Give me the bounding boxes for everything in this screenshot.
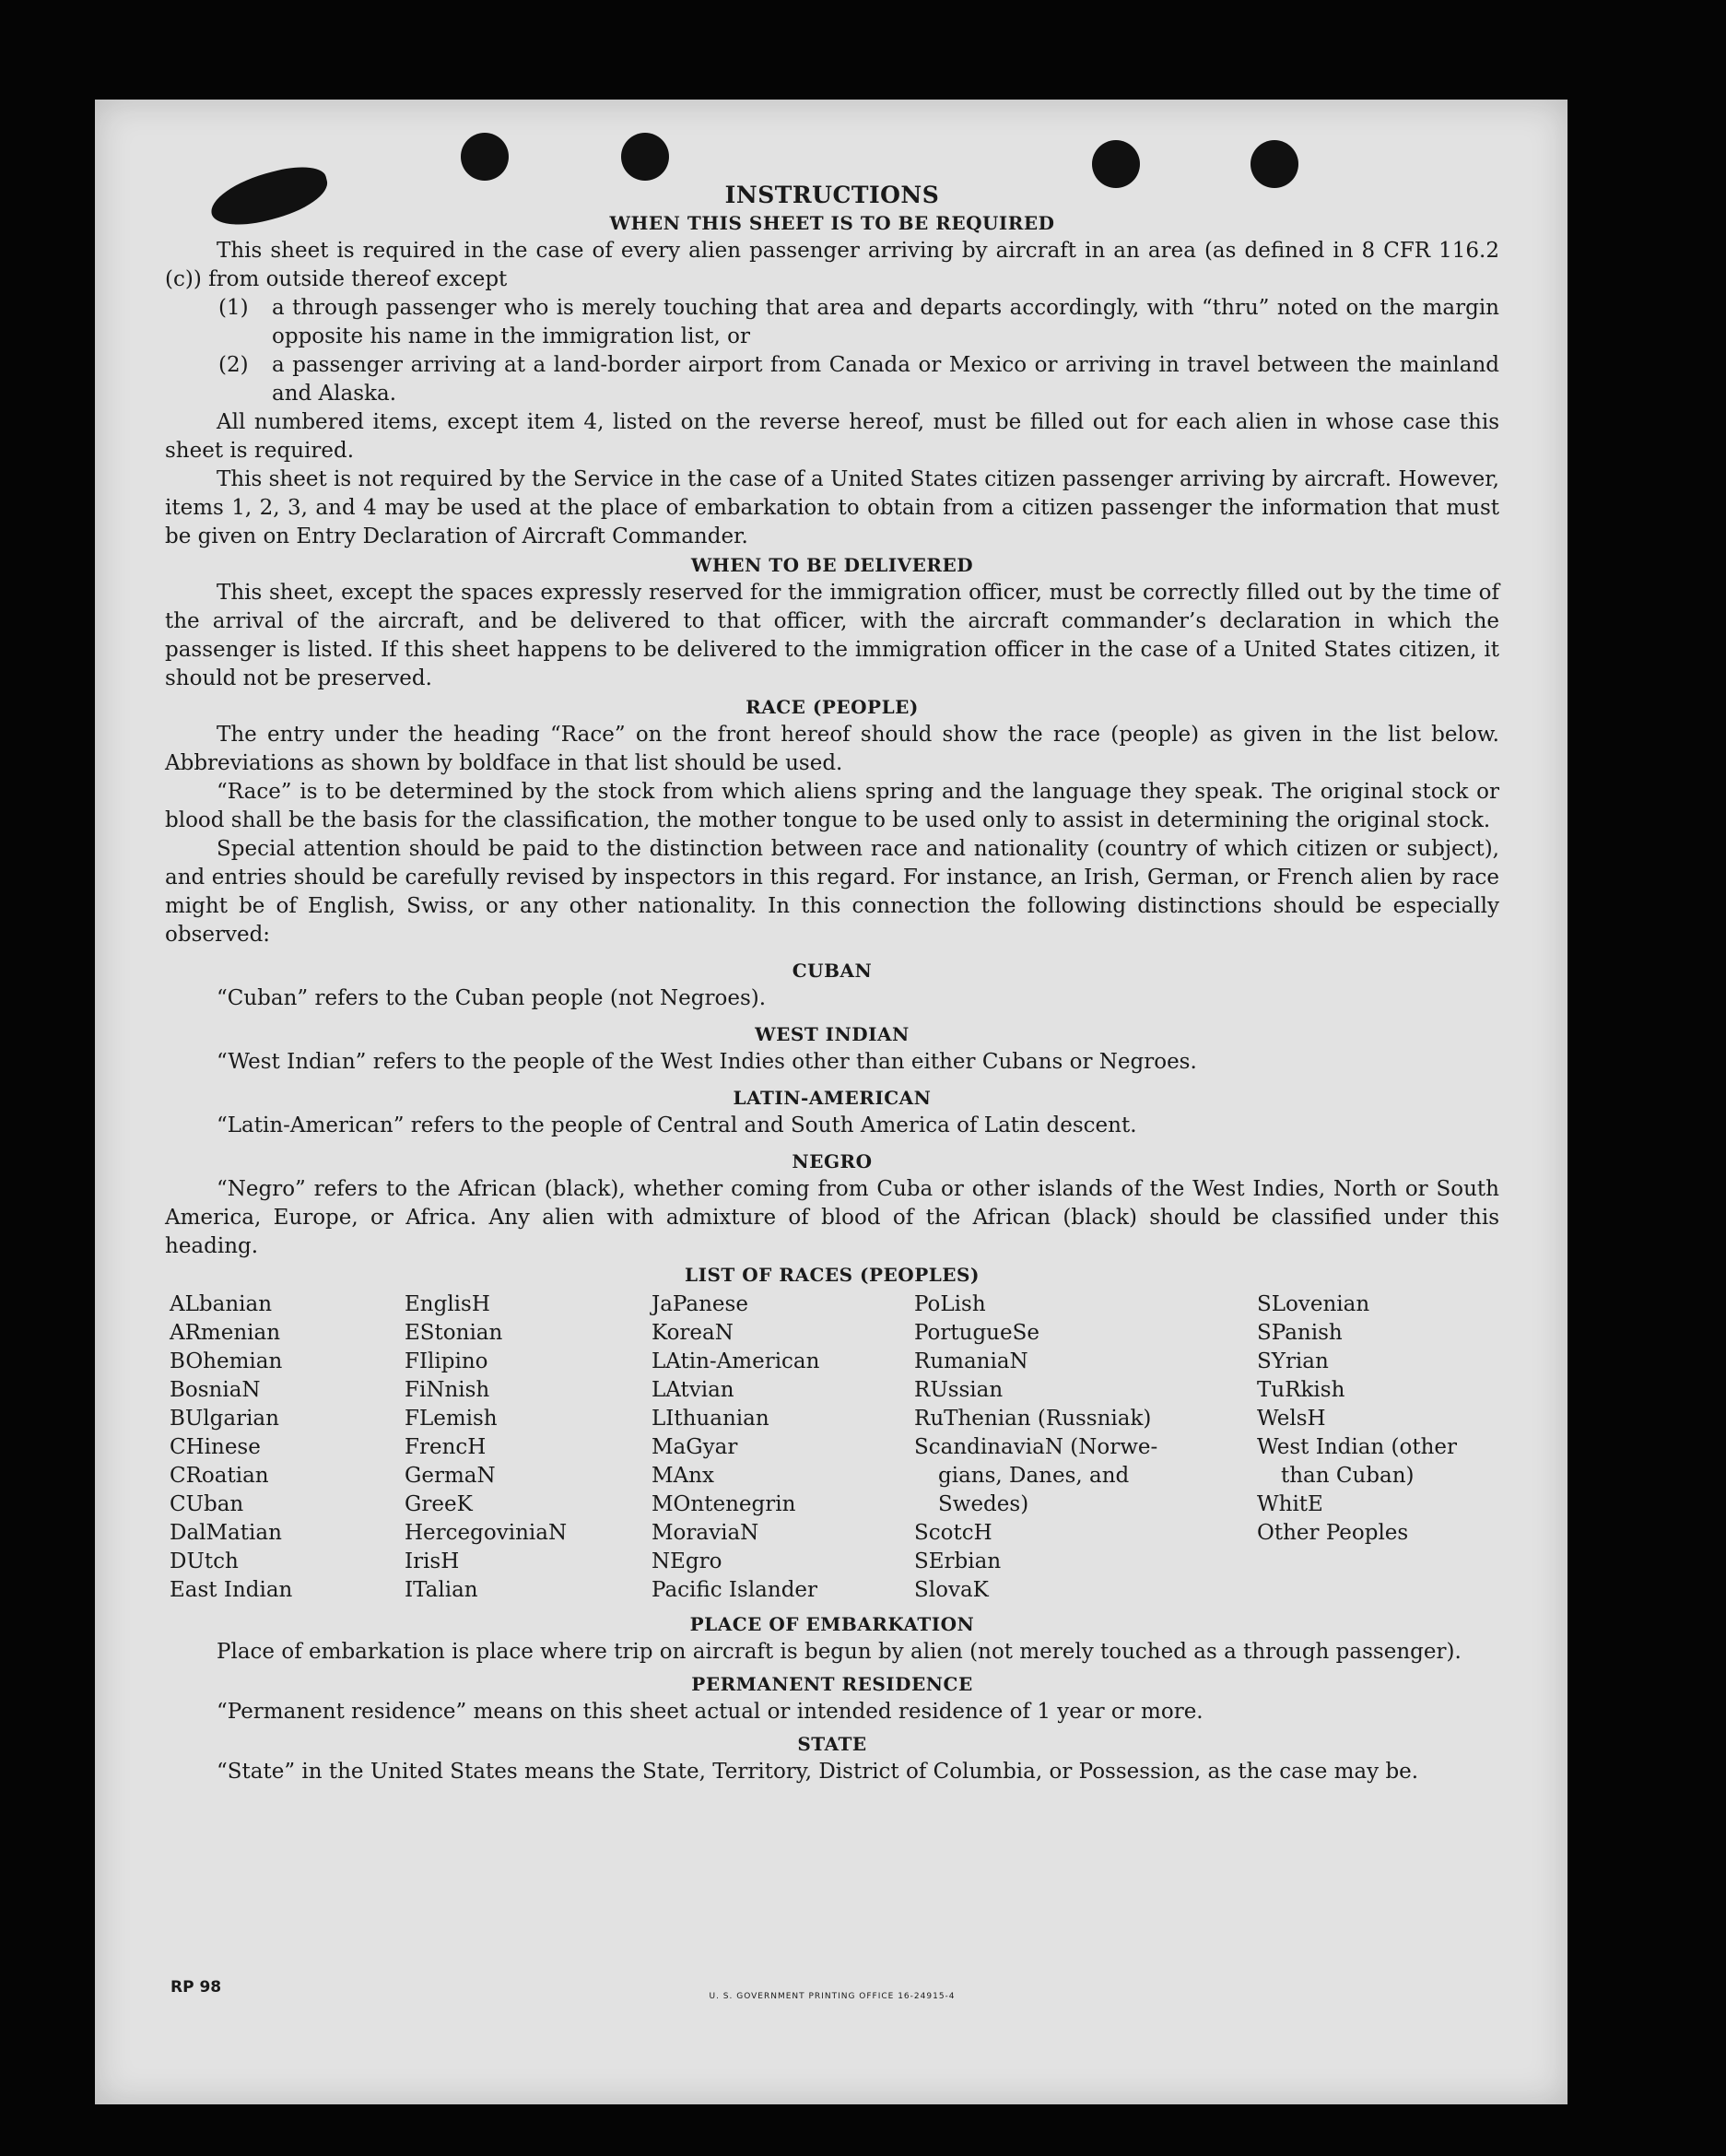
race-entry: CHinese	[170, 1435, 261, 1459]
race-entry: RumaniaN	[914, 1349, 1028, 1373]
race-entry: PortugueSe	[914, 1321, 1039, 1345]
paragraph: Special attention should be paid to the distinction between race and nationality (country of which citizen or subject), and entries should be carefully revised by inspectors in this regard. For instance, an Irish, German, or French alien by race might be of English, Swiss, or any other nationality. In this connection the following distinctions should be especially observed:	[165, 837, 1499, 947]
race-entry: BUlgarian	[170, 1407, 279, 1431]
item-number: (2)	[218, 353, 249, 377]
race-entry: GermaN	[405, 1464, 496, 1488]
race-entry: RUssian	[914, 1378, 1004, 1402]
item-text: a passenger arriving at a land-border airport from Canada or Mexico or arriving in travel between the mainland and Alaska.	[272, 353, 1499, 406]
race-entry: gians, Danes, and	[938, 1464, 1130, 1488]
race-entry: TuRkish	[1257, 1378, 1345, 1402]
race-entry: ScotcH	[914, 1521, 992, 1545]
race-entry: PoLish	[914, 1292, 986, 1316]
list-item	[218, 351, 1499, 408]
race-entry: MaGyar	[652, 1435, 738, 1459]
race-entry: WhitE	[1257, 1492, 1323, 1516]
page-title: INSTRUCTIONS	[724, 182, 940, 208]
section-heading: LATIN-AMERICAN	[733, 1087, 932, 1109]
paragraph: “Race” is to be determined by the stock from which aliens spring and the language they speak. The original stock or blood shall be the basis for the classification, the mother tongue to be used only to assist in determining the original stock.	[165, 780, 1499, 832]
section-heading: STATE	[797, 1733, 867, 1755]
item-text: a through passenger who is merely touching that area and departs accordingly, with “thru” noted on the margin opposite his name in the immigration list, or	[272, 296, 1499, 348]
race-entry: FIlipino	[405, 1349, 488, 1373]
section-heading: WHEN THIS SHEET IS TO BE REQUIRED	[609, 212, 1055, 234]
race-entry: RuThenian (Russniak)	[914, 1407, 1152, 1431]
race-entry: MoraviaN	[652, 1521, 759, 1545]
paragraph: “Cuban” refers to the Cuban people (not Negroes).	[217, 986, 767, 1010]
paragraph: This sheet is required in the case of every alien passenger arriving by aircraft in an area (as defined in 8 CFR 116.2 (c)) from outside thereof except	[165, 239, 1499, 291]
race-entry: JaPanese	[652, 1292, 748, 1316]
race-entry: West Indian (other	[1257, 1435, 1458, 1459]
race-list	[170, 1290, 1499, 1605]
paragraph: “Permanent residence” means on this sheet actual or intended residence of 1 year or more.	[217, 1700, 1204, 1724]
section-heading: PLACE OF EMBARKATION	[689, 1613, 975, 1635]
race-entry: ALbanian	[170, 1292, 273, 1316]
race-column	[1257, 1290, 1504, 1605]
race-entry: ITalian	[405, 1578, 478, 1602]
paragraph: This sheet, except the spaces expressly reserved for the immigration officer, must be correctly filled out by the time of the arrival of the aircraft, and be delivered to that officer, with the aircraft commander’s declaration in which the passenger is listed. If this sheet happens to be delivered to the immigration officer in the case of a United States citizen, it should not be preserved.	[165, 581, 1499, 690]
race-entry: BosniaN	[170, 1378, 261, 1402]
form-number: RP 98	[170, 1978, 222, 1997]
race-entry: SYrian	[1257, 1349, 1329, 1373]
race-entry: GreeK	[405, 1492, 473, 1516]
race-entry: SlovaK	[914, 1578, 989, 1602]
race-entry: Pacific Islander	[652, 1578, 818, 1602]
paragraph: Place of embarkation is place where trip on aircraft is begun by alien (not merely touched as a through passenger).	[217, 1640, 1462, 1664]
race-entry: EStonian	[405, 1321, 503, 1345]
race-entry: SPanish	[1257, 1321, 1343, 1345]
section-heading: WHEN TO BE DELIVERED	[690, 554, 974, 576]
race-entry: LAtvian	[652, 1378, 734, 1402]
section-heading: RACE (PEOPLE)	[746, 696, 919, 718]
race-entry: LIthuanian	[652, 1407, 769, 1431]
printer-imprint: U. S. GOVERNMENT PRINTING OFFICE 16-24915-4	[709, 1992, 956, 2001]
paragraph: “Latin-American” refers to the people of Central and South America of Latin descent.	[217, 1113, 1137, 1137]
paragraph: “State” in the United States means the State, Territory, District of Columbia, or Possession, as the case may be.	[217, 1760, 1419, 1784]
punch-hole	[461, 133, 509, 181]
race-entry: CRoatian	[170, 1464, 269, 1488]
document-sheet	[95, 100, 1567, 2104]
race-entry: HercegoviniaN	[405, 1521, 568, 1545]
race-column	[405, 1290, 652, 1605]
list-item	[218, 294, 1499, 351]
section-heading: WEST INDIAN	[755, 1023, 910, 1045]
race-entry: than Cuban)	[1281, 1464, 1415, 1488]
paragraph: “West Indian” refers to the people of the West Indies other than either Cubans or Negroes.	[217, 1050, 1197, 1074]
paragraph: “Negro” refers to the African (black), whether coming from Cuba or other islands of the West Indies, North or South America, Europe, or Africa. Any alien with admixture of blood of the African (black) should be classified under this heading.	[165, 1177, 1499, 1258]
race-entry: SLovenian	[1257, 1292, 1370, 1316]
race-entry: MAnx	[652, 1464, 714, 1488]
section-heading: PERMANENT RESIDENCE	[691, 1673, 973, 1695]
race-entry: BOhemian	[170, 1349, 283, 1373]
section-heading: NEGRO	[792, 1150, 873, 1172]
race-entry: FrencH	[405, 1435, 487, 1459]
section-heading: LIST OF RACES (PEOPLES)	[685, 1264, 980, 1286]
paragraph: All numbered items, except item 4, listed on the reverse hereof, must be filled out for each alien in whose case this sheet is required.	[165, 410, 1499, 463]
race-entry: SErbian	[914, 1549, 1002, 1573]
race-entry: WelsH	[1257, 1407, 1326, 1431]
race-entry: FiNnish	[405, 1378, 490, 1402]
race-column	[914, 1290, 1257, 1605]
race-entry: DalMatian	[170, 1521, 282, 1545]
race-entry: MOntenegrin	[652, 1492, 796, 1516]
item-number: (1)	[218, 296, 249, 320]
paragraph: This sheet is not required by the Service in the case of a United States citizen passenger arriving by aircraft. However, items 1, 2, 3, and 4 may be used at the place of embarkation to obtain from a citizen passenger the information that must be given on Entry Declaration of Aircraft Commander.	[165, 467, 1499, 548]
race-entry: IrisH	[405, 1549, 460, 1573]
race-entry: KoreaN	[652, 1321, 734, 1345]
race-entry: ScandinaviaN (Norwe-	[914, 1435, 1158, 1459]
paragraph: The entry under the heading “Race” on the front hereof should show the race (people) as given in the list below. Abbreviations as shown by boldface in that list should be used.	[165, 723, 1499, 775]
race-entry: LAtin-American	[652, 1349, 820, 1373]
section-heading: CUBAN	[792, 960, 873, 982]
race-entry: Swedes)	[938, 1492, 1029, 1516]
race-entry: Other Peoples	[1257, 1521, 1409, 1545]
race-entry: East Indian	[170, 1578, 293, 1602]
race-column	[170, 1290, 405, 1605]
race-entry: NEgro	[652, 1549, 722, 1573]
race-column	[652, 1290, 914, 1605]
exception-list	[218, 294, 1499, 408]
race-entry: EnglisH	[405, 1292, 490, 1316]
race-entry: FLemish	[405, 1407, 498, 1431]
race-entry: ARmenian	[170, 1321, 281, 1345]
instructions-content	[165, 181, 1499, 2001]
punch-hole	[621, 133, 669, 181]
race-entry: CUban	[170, 1492, 244, 1516]
race-entry: DUtch	[170, 1549, 239, 1573]
